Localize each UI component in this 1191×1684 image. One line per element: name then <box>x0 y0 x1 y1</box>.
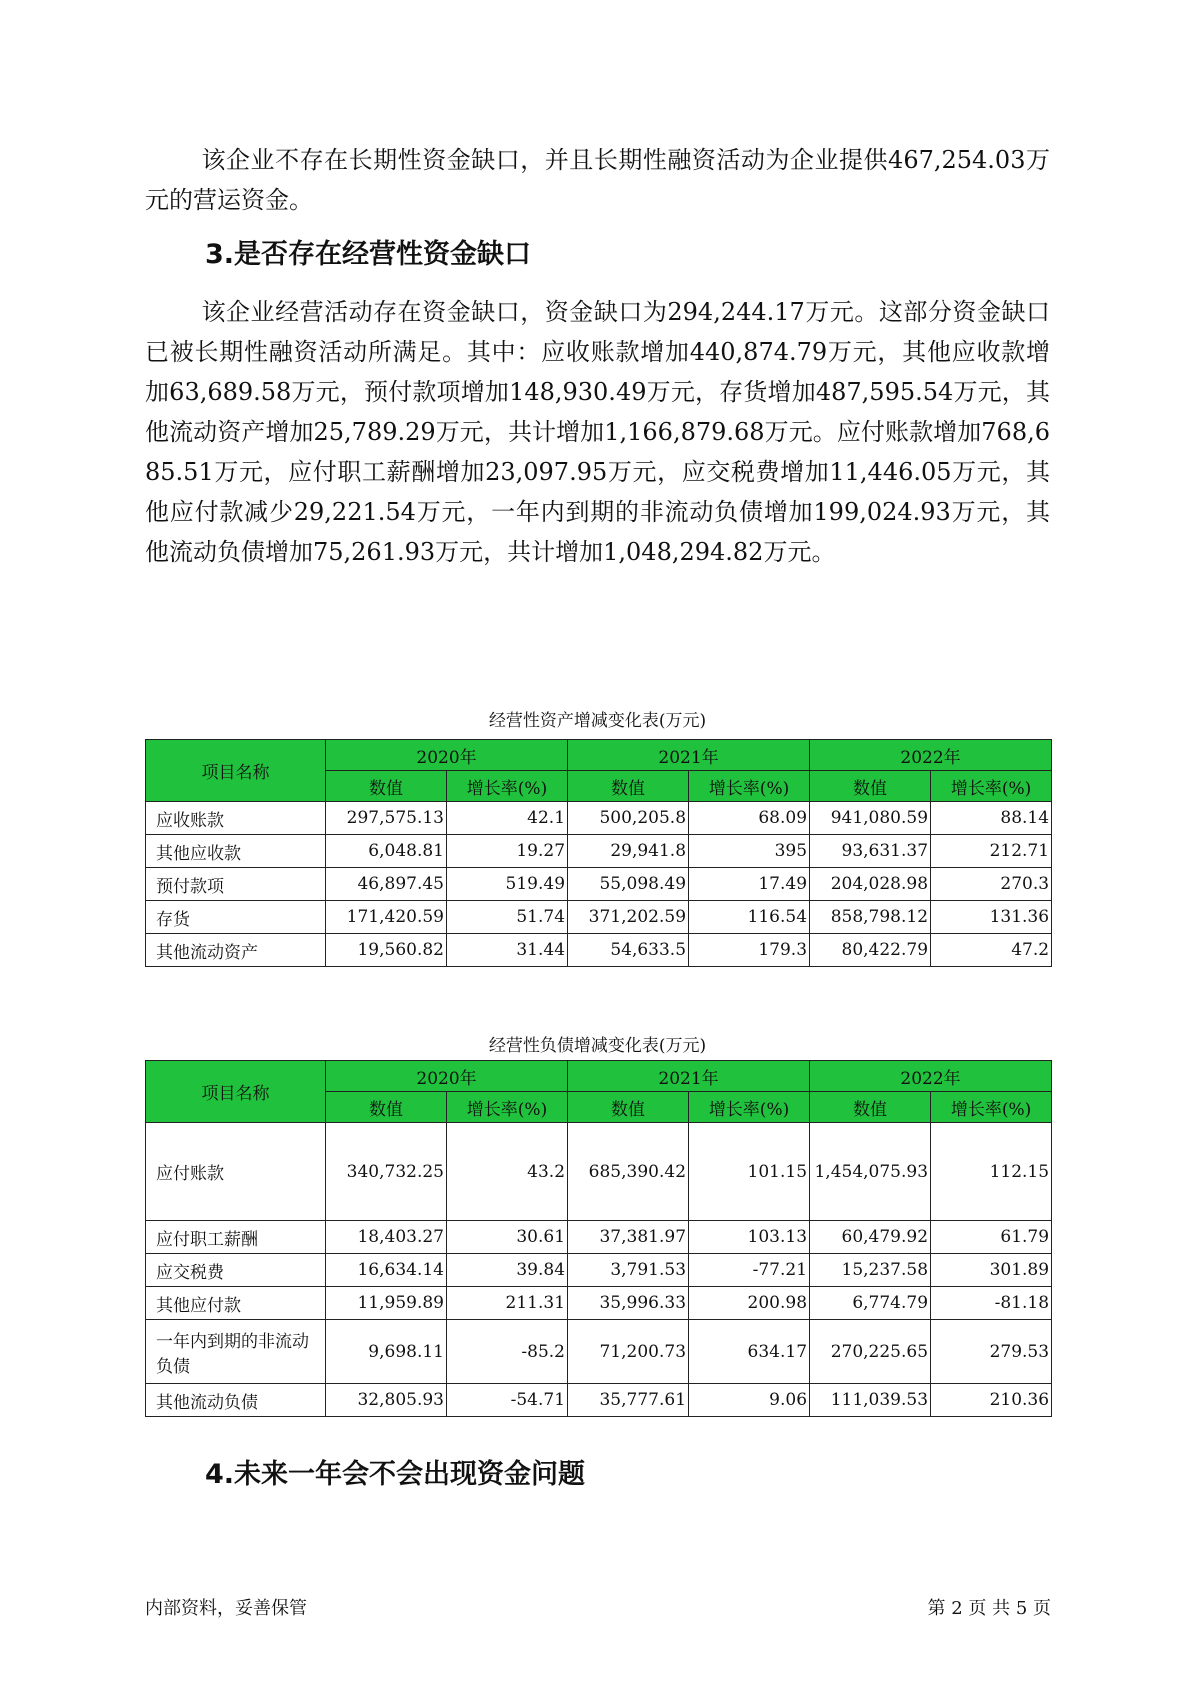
table-row <box>146 1287 1052 1320</box>
footer-page-number: 第 2 页 共 5 页 <box>927 1598 1051 1619</box>
cell-value: 55,098.49 <box>568 868 689 901</box>
value-header: 数值 <box>810 1092 931 1123</box>
cell-value: 46,897.45 <box>326 868 447 901</box>
cell-value: 200.98 <box>689 1287 810 1320</box>
cell-value: 35,996.33 <box>568 1287 689 1320</box>
year-header: 2021年 <box>568 1061 810 1092</box>
table-row <box>146 868 1052 901</box>
cell-value: 171,420.59 <box>326 901 447 934</box>
cell-value: 519.49 <box>447 868 568 901</box>
cell-value: 32,805.93 <box>326 1384 447 1417</box>
growth-rate-header: 增长率(%) <box>447 1092 568 1123</box>
cell-value: 371,202.59 <box>568 901 689 934</box>
table-row <box>146 934 1052 967</box>
cell-value: 340,732.25 <box>326 1123 447 1221</box>
table-row <box>146 1221 1052 1254</box>
cell-value: 3,791.53 <box>568 1254 689 1287</box>
cell-value: 15,237.58 <box>810 1254 931 1287</box>
cell-value: 61.79 <box>931 1221 1052 1254</box>
cell-value: 211.31 <box>447 1287 568 1320</box>
row-name: 一年内到期的非流动负债 <box>146 1320 326 1384</box>
cell-value: 210.36 <box>931 1384 1052 1417</box>
cell-value: 179.3 <box>689 934 810 967</box>
year-header: 2021年 <box>568 740 810 771</box>
value-header: 数值 <box>568 1092 689 1123</box>
cell-value: 941,080.59 <box>810 802 931 835</box>
cell-value: 634.17 <box>689 1320 810 1384</box>
cell-value: 31.44 <box>447 934 568 967</box>
cell-value: 47.2 <box>931 934 1052 967</box>
cell-value: 395 <box>689 835 810 868</box>
value-header: 数值 <box>326 1092 447 1123</box>
cell-value: 500,205.8 <box>568 802 689 835</box>
cell-value: 858,798.12 <box>810 901 931 934</box>
cell-value: 301.89 <box>931 1254 1052 1287</box>
table-row <box>146 1123 1052 1221</box>
cell-value: 18,403.27 <box>326 1221 447 1254</box>
cell-value: -81.18 <box>931 1287 1052 1320</box>
cell-value: 685,390.42 <box>568 1123 689 1221</box>
cell-value: 29,941.8 <box>568 835 689 868</box>
table-row <box>146 1254 1052 1287</box>
cell-value: 116.54 <box>689 901 810 934</box>
section-heading-4: 4.未来一年会不会出现资金问题 <box>205 1459 586 1490</box>
cell-value: -85.2 <box>447 1320 568 1384</box>
value-header: 数值 <box>810 771 931 802</box>
row-name: 其他流动负债 <box>146 1384 326 1417</box>
row-name: 其他应付款 <box>146 1287 326 1320</box>
cell-value: 39.84 <box>447 1254 568 1287</box>
growth-rate-header: 增长率(%) <box>689 771 810 802</box>
cell-value: 60,479.92 <box>810 1221 931 1254</box>
row-name: 应付账款 <box>146 1123 326 1221</box>
operating-assets-table <box>145 739 1052 967</box>
table-row <box>146 1320 1052 1384</box>
cell-value: 19,560.82 <box>326 934 447 967</box>
table-row <box>146 1384 1052 1417</box>
cell-value: 1,454,075.93 <box>810 1123 931 1221</box>
cell-value: 51.74 <box>447 901 568 934</box>
value-header: 数值 <box>326 771 447 802</box>
cell-value: -77.21 <box>689 1254 810 1287</box>
growth-rate-header: 增长率(%) <box>447 771 568 802</box>
table-row <box>146 802 1052 835</box>
cell-value: 297,575.13 <box>326 802 447 835</box>
footer-confidential-note: 内部资料，妥善保管 <box>145 1598 307 1619</box>
row-name: 其他应收款 <box>146 835 326 868</box>
cell-value: 103.13 <box>689 1221 810 1254</box>
cell-value: 279.53 <box>931 1320 1052 1384</box>
cell-value: 270.3 <box>931 868 1052 901</box>
cell-value: 101.15 <box>689 1123 810 1221</box>
row-name: 应付职工薪酬 <box>146 1221 326 1254</box>
section-heading-3: 3.是否存在经营性资金缺口 <box>205 239 532 270</box>
cell-value: 71,200.73 <box>568 1320 689 1384</box>
item-name-header: 项目名称 <box>146 740 326 802</box>
cell-value: -54.71 <box>447 1384 568 1417</box>
row-name: 预付款项 <box>146 868 326 901</box>
cell-value: 88.14 <box>931 802 1052 835</box>
table-row <box>146 835 1052 868</box>
row-name: 应交税费 <box>146 1254 326 1287</box>
cell-value: 131.36 <box>931 901 1052 934</box>
cell-value: 54,633.5 <box>568 934 689 967</box>
cell-value: 6,774.79 <box>810 1287 931 1320</box>
cell-value: 9.06 <box>689 1384 810 1417</box>
cell-value: 80,422.79 <box>810 934 931 967</box>
year-header: 2022年 <box>810 1061 1052 1092</box>
table2-caption: 经营性负债增减变化表(万元) <box>488 1036 707 1056</box>
cell-value: 68.09 <box>689 802 810 835</box>
value-header: 数值 <box>568 771 689 802</box>
row-name: 应收账款 <box>146 802 326 835</box>
row-name: 存货 <box>146 901 326 934</box>
cell-value: 212.71 <box>931 835 1052 868</box>
cell-value: 11,959.89 <box>326 1287 447 1320</box>
cell-value: 270,225.65 <box>810 1320 931 1384</box>
cell-value: 19.27 <box>447 835 568 868</box>
cell-value: 30.61 <box>447 1221 568 1254</box>
cell-value: 17.49 <box>689 868 810 901</box>
cell-value: 112.15 <box>931 1123 1052 1221</box>
row-name: 其他流动资产 <box>146 934 326 967</box>
year-header: 2020年 <box>326 740 568 771</box>
item-name-header: 项目名称 <box>146 1061 326 1123</box>
cell-value: 42.1 <box>447 802 568 835</box>
cell-value: 6,048.81 <box>326 835 447 868</box>
paragraph-long-term-funding: 该企业不存在长期性资金缺口，并且长期性融资活动为企业提供467,254.03万元的营运资金。 <box>145 146 1050 214</box>
year-header: 2020年 <box>326 1061 568 1092</box>
growth-rate-header: 增长率(%) <box>931 771 1052 802</box>
operating-liabilities-table <box>145 1060 1052 1417</box>
cell-value: 204,028.98 <box>810 868 931 901</box>
growth-rate-header: 增长率(%) <box>931 1092 1052 1123</box>
cell-value: 37,381.97 <box>568 1221 689 1254</box>
cell-value: 111,039.53 <box>810 1384 931 1417</box>
paragraph-operating-gap: 该企业经营活动存在资金缺口，资金缺口为294,244.17万元。这部分资金缺口已被长期性融资活动所满足。其中：应收账款增加440,874.79万元，其他应收款增加63,689.58万元，预付款项增加148,930.49万元，存货增加487,595.54万元，其他流动资产增加25,789.29万元，共计增加1,166,879.68万元。应付账款增加768,685.51万元，应付职工薪酬增加23,097.95万元，应交税费增加11,446.05万元，其他应付款减少29,221.54万元，一年内到期的非流动负债增加199,024.93万元，其他流动负债增加75,261.93万元，共计增加1,048,294.82万元。 <box>145 298 1050 566</box>
cell-value: 93,631.37 <box>810 835 931 868</box>
table1-caption: 经营性资产增减变化表(万元) <box>488 711 707 731</box>
cell-value: 16,634.14 <box>326 1254 447 1287</box>
table-row <box>146 901 1052 934</box>
year-header: 2022年 <box>810 740 1052 771</box>
cell-value: 43.2 <box>447 1123 568 1221</box>
cell-value: 35,777.61 <box>568 1384 689 1417</box>
cell-value: 9,698.11 <box>326 1320 447 1384</box>
growth-rate-header: 增长率(%) <box>689 1092 810 1123</box>
